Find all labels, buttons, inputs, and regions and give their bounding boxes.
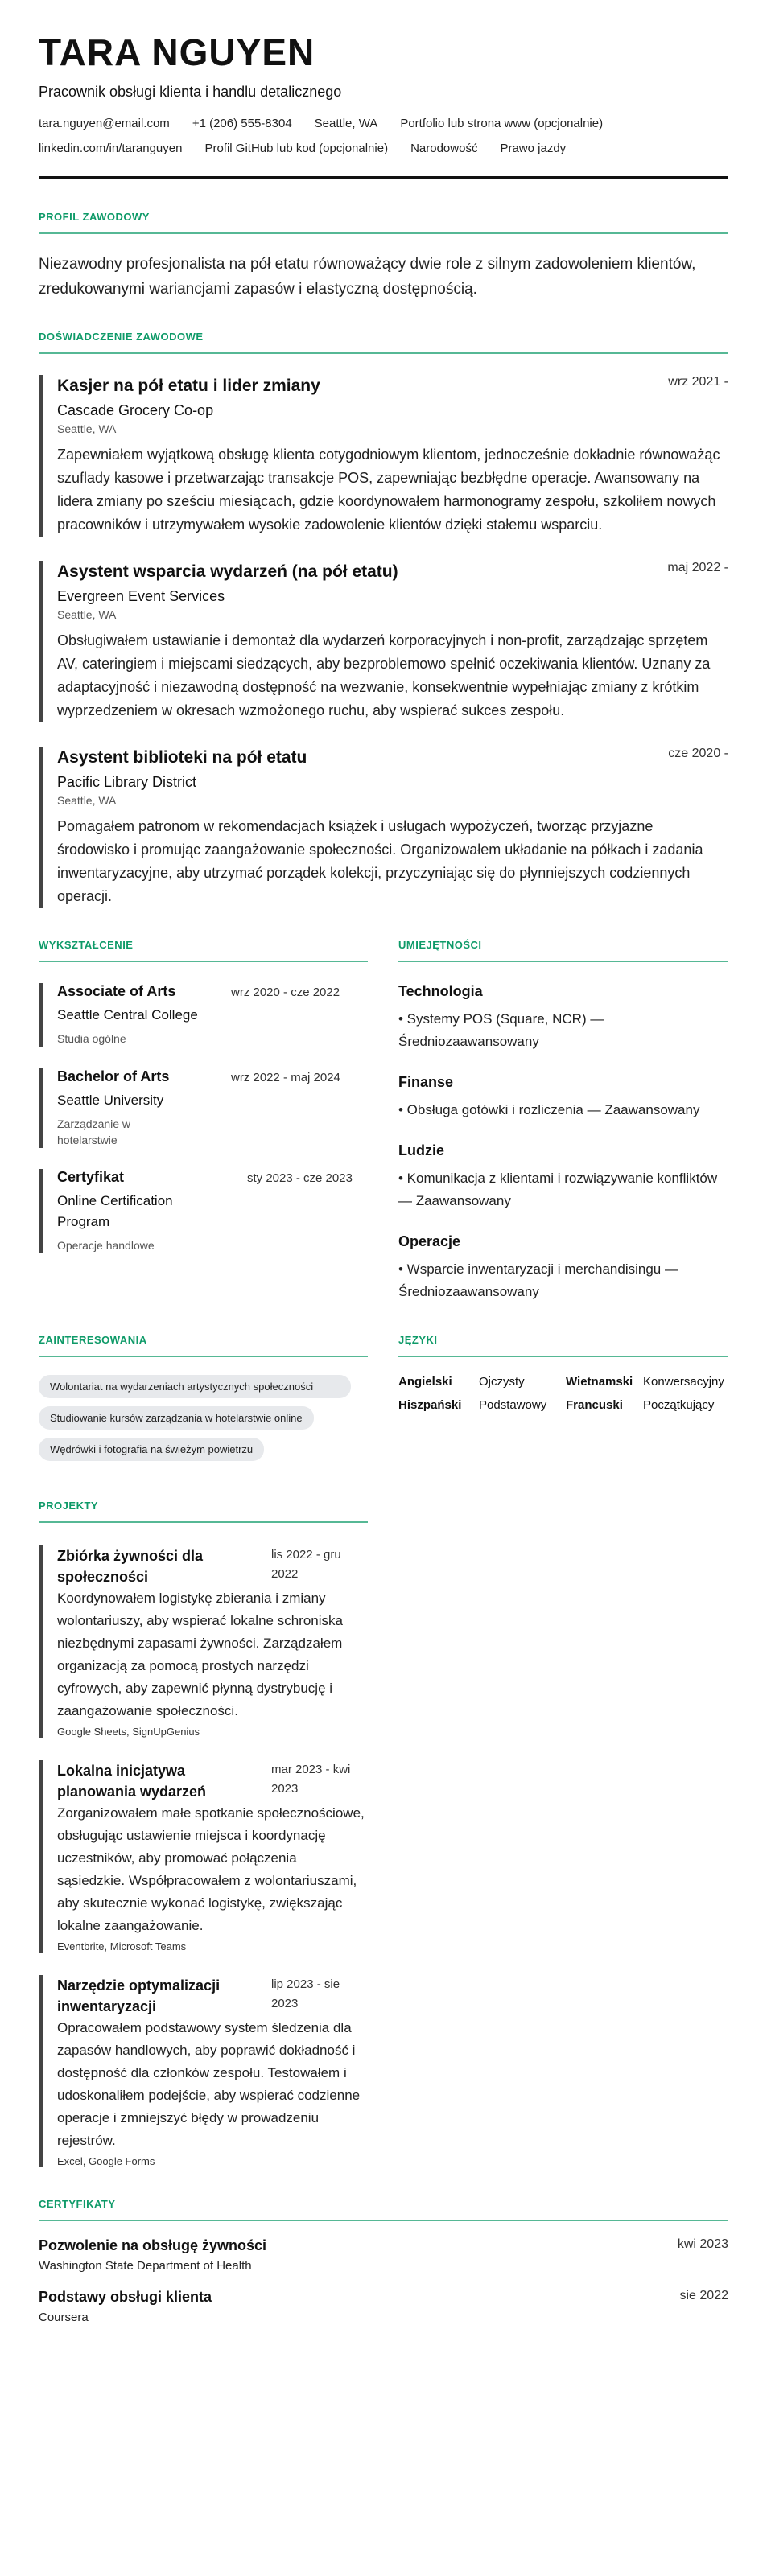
certification-item [39,2289,728,2324]
candidate-subtitle: Pracownik obsługi klienta i handlu detalicznego [39,84,342,100]
project-tech: Eventbrite, Microsoft Teams [57,1940,187,1953]
skill-category: Finanse [398,1074,454,1090]
skill-category: Operacje [398,1233,461,1249]
experience-title: Asystent biblioteki na pół etatu [57,748,307,767]
experience-description: Zapewniałem wyjątkową obsługę klienta cotygodniowym klientom, jednocześnie dokładnie równoważąc szuflady kasowe i przetwarzając transakcje POS, zapewniając bezbłędne operacje. Awansowany na lidera zmiany po sześciu miesiącach, gdzie koordynowałem harmonogramy zespołu, szkoliłem nowych pracowników i utrzymywałem wysokie zadowolenie klientów dzięki stałemu wsparciu. [57,446,720,533]
experience-company: Pacific Library District [57,774,197,790]
certification-issuer: Coursera [39,2311,89,2324]
section-divider [398,1356,728,1357]
experience-location: Seattle, WA [57,794,117,807]
section-title-certifications: CERTYFIKATY [39,2198,116,2210]
contact-email[interactable]: tara.nguyen@email.com [39,117,170,130]
education-degree: Associate of Arts [57,983,176,999]
education-degree: Bachelor of Arts [57,1068,170,1084]
experience-date: maj 2022 - [667,561,728,574]
education-item [39,983,368,1047]
project-description: Zorganizowałem małe spotkanie społecznościowe, obsługując ustawienie miejsca i koordynację uczestników, aby promować połączenia sąsiedzkie. Współpracowałem z wolontariuszami, aby skutecznie wykonać logistykę, zwiększając lokalne zaangażowanie. [57,1805,365,1933]
project-tech: Excel, Google Forms [57,2155,155,2167]
section-title-languages: JĘZYKI [398,1334,438,1346]
project-date: mar 2023 - kwi 2023 [271,1763,351,1796]
education-field: Operacje handlowe [57,1239,155,1252]
skill-item: • Komunikacja z klientami i rozwiązywanie konfliktów — Zaawansowany [398,1171,718,1208]
skill-item: • Wsparcie inwentaryzacji i merchandisingu — Średniozaawansowany [398,1261,678,1299]
project-item [39,1760,368,1953]
contact-portfolio[interactable]: Portfolio lub strona www (opcjonalnie) [400,117,604,130]
project-item [39,1545,368,1738]
languages-column [398,1303,728,1469]
certification-item [39,2237,728,2273]
education-item [39,1169,368,1253]
projects-column [39,1500,368,2167]
section-divider [39,352,728,354]
language-level: Podstawowy [479,1398,547,1412]
experience-date: cze 2020 - [668,747,728,760]
interest-chip: Studiowanie kursów zarządzania w hotelarstwie online [39,1406,314,1430]
education-date: wrz 2020 - cze 2022 [231,986,340,999]
experience-title: Asystent wsparcia wydarzeń (na pół etatu) [57,562,398,581]
certification-name: Pozwolenie na obsługę żywności [39,2237,267,2253]
skills-column [398,908,728,1303]
section-divider [398,961,728,962]
education-degree: Certyfikat [57,1169,125,1185]
section-divider [39,232,728,234]
experience-item [39,375,728,537]
interests-column [39,1303,368,1469]
section-divider [39,1521,368,1523]
interest-chips [39,1375,368,1469]
section-title-education: WYKSZTAŁCENIE [39,939,134,951]
project-description: Koordynowałem logistykę zbierania i zmiany wolontariuszy, aby wspierać lokalne schroniska niezbędnymi zapasami żywności. Zarządzałem organizacją za pomocą prostych narzędzi cyfrowych, aby zapewnić płynną dystrybucję i zaangażowanie społeczności. [57,1590,343,1718]
education-date: sty 2023 - cze 2023 [247,1171,353,1185]
project-date: lis 2022 - gru 2022 [271,1548,341,1581]
skill-item: • Systemy POS (Square, NCR) — Średniozaawansowany [398,1011,604,1049]
project-tech: Google Sheets, SignUpGenius [57,1726,200,1738]
education-column [39,908,368,1303]
language-name: Hiszpański [398,1398,462,1412]
skill-item: • Obsługa gotówki i rozliczenia — Zaawansowany [398,1102,700,1117]
interest-chip: Wolontariat na wydarzeniach artystycznych społeczności [39,1375,351,1398]
section-title-experience: DOŚWIADCZENIE ZAWODOWE [39,331,204,343]
certification-date: sie 2022 [679,2289,728,2302]
section-title-profile: PROFIL ZAWODOWY [39,211,150,223]
section-title-skills: UMIEJĘTNOŚCI [398,939,482,951]
profile-summary: Niezawodny profesjonalista na pół etatu równoważący dwie role z silnym zadowoleniem klientów, zredukowanymi wariancjami zapasów i elastyczną dostępnością. [39,256,696,298]
contact-phone: +1 (206) 555-8304 [192,117,292,130]
education-school: Online Certification Program [57,1193,173,1229]
project-date: lip 2023 - sie 2023 [271,1977,340,2010]
contact-github[interactable]: Profil GitHub lub kod (opcjonalnie) [204,142,389,155]
education-field: Zarządzanie w hotelarstwie [57,1117,131,1146]
header-divider [39,176,728,179]
skill-category: Ludzie [398,1142,444,1158]
section-divider [39,961,368,962]
education-school: Seattle Central College [57,1007,198,1023]
language-level: Ojczysty [479,1375,525,1389]
education-date: wrz 2022 - maj 2024 [231,1071,340,1084]
project-title: Zbiórka żywności dla społeczności [57,1548,204,1585]
project-description: Opracowałem podstawowy system śledzenia dla zapasów handlowych, aby poprawić dokładność i dostępność dla członków zespołu. Testowałem i udoskonaliłem podejście, aby wspierać codzienne operacje i zmniejszyć błędy w prowadzeniu rejestrów. [57,2020,361,2148]
certification-issuer: Washington State Department of Health [39,2259,252,2273]
experience-description: Pomagałem patronom w rekomendacjach książek i usługach wypożyczeń, tworząc przyjazne środowisko i promując zaangażowanie społeczności. Organizowałem układanie na półkach i zadania inwentaryzacyjne, aby utrzymać porządek kolekcji, przyczyniając się do płynniejszych codziennych operacji. [57,818,703,904]
language-level: Konwersacyjny [643,1375,724,1389]
section-divider [39,2220,728,2221]
education-item [39,1068,368,1148]
section-title-projects: PROJEKTY [39,1500,99,1512]
interests-languages-row [39,1303,728,1469]
contact-driving-license: Prawo jazdy [500,142,567,155]
section-title-interests: ZAINTERESOWANIA [39,1334,147,1346]
experience-location: Seattle, WA [57,608,117,621]
contact-nationality: Narodowość [410,142,478,155]
certification-name: Podstawy obsługi klienta [39,2289,212,2305]
experience-company: Evergreen Event Services [57,588,225,604]
education-field: Studia ogólne [57,1032,126,1045]
language-level: Początkujący [643,1398,715,1412]
resume-page [39,31,728,2324]
language-name: Wietnamski [566,1375,633,1389]
experience-location: Seattle, WA [57,422,117,435]
languages-grid [398,1375,728,1412]
certification-date: kwi 2023 [677,2237,728,2251]
project-item [39,1975,368,2167]
experience-date: wrz 2021 - [668,375,728,389]
education-school: Seattle University [57,1093,164,1108]
candidate-name: TARA NGUYEN [39,31,315,73]
section-divider [39,1356,368,1357]
language-name: Angielski [398,1375,452,1389]
skill-category: Technologia [398,983,483,999]
experience-item [39,747,728,908]
education-skills-row [39,908,728,1303]
project-title: Lokalna inicjatywa planowania wydarzeń [57,1763,207,1800]
project-title: Narzędzie optymalizacji inwentaryzacji [57,1977,221,2014]
contact-location: Seattle, WA [314,117,378,130]
contact-info [39,117,728,155]
language-name: Francuski [566,1398,623,1412]
experience-title: Kasjer na pół etatu i lider zmiany [57,377,320,395]
experience-description: Obsługiwałem ustawianie i demontaż dla wydarzeń korporacyjnych i non-profit, zarządzając sprzętem AV, cateringiem i miejscami siedzących, aby bezproblemowo spełnić oczekiwania klientów. Uznany za adaptacyjność i niezawodną dostępność na wezwanie, konsekwentnie wypełniając zmiany z krótkim wyprzedzeniem w okresach wzmożonego ruchu, aby wspierać sukces zespołu. [57,632,711,718]
experience-company: Cascade Grocery Co-op [57,402,214,418]
experience-item [39,561,728,722]
interest-chip: Wędrówki i fotografia na świeżym powietrzu [39,1438,264,1461]
contact-linkedin[interactable]: linkedin.com/in/taranguyen [39,142,183,155]
